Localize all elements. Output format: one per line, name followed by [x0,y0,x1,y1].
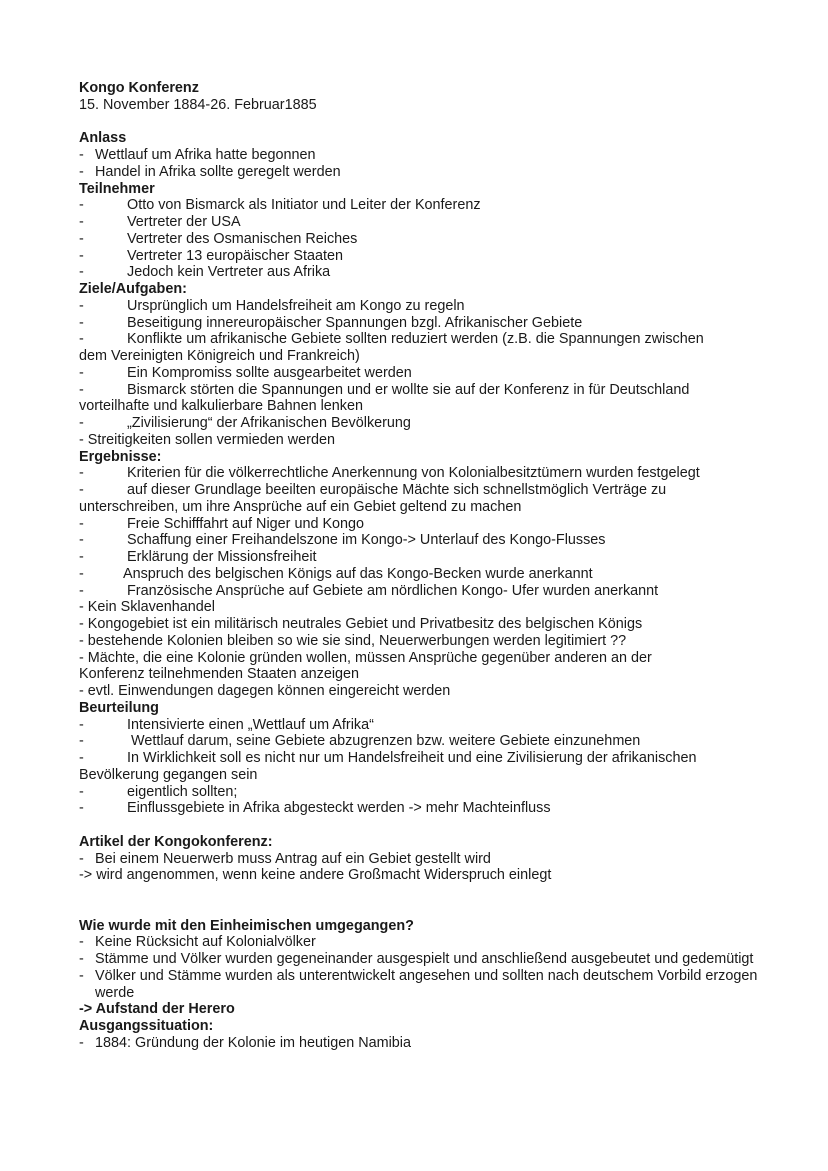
list-item: - Mächte, die eine Kolonie gründen wollen, müssen Ansprüche gegenüber anderen an der [79,649,652,666]
list-item: - Französische Ansprüche auf Gebiete am nördlichen Kongo- Ufer wurden anerkannt [79,582,659,599]
list-item: - Wettlauf darum, seine Gebiete abzugrenzen bzw. weitere Gebiete einzunehmen [79,733,641,750]
list-item: - evtl. Einwendungen dagegen können eingereicht werden [79,683,451,699]
list-item: - Freie Schifffahrt auf Niger und Kongo [79,515,365,532]
list-item: - Vertreter der USA [79,214,241,230]
section-heading-teilnehmer: Teilnehmer [79,180,155,197]
list-item: - In Wirklichkeit soll es nicht nur um Handelsfreiheit und eine Zivilisierung der afrikanischen [79,750,697,766]
list-item: - Kriterien für die völkerrechtliche Anerkennung von Kolonialbesitztümern wurden festgelegt [79,465,700,482]
list-item: - Handel in Afrika sollte geregelt werden [79,163,341,180]
list-item: - Streitigkeiten sollen vermieden werden [79,431,335,448]
section-heading-einheimische: Wie wurde mit den Einheimischen umgegangen? [79,917,414,934]
section-heading-anlass: Anlass [79,130,127,147]
list-item-continuation: dem Vereinigten Königreich und Frankreich) [79,348,360,364]
list-item: - bestehende Kolonien bleiben so wie sie sind, Neuerwerbungen werden legitimiert ?? [79,632,627,649]
list-item: - Anspruch des belgischen Königs auf das Kongo-Becken wurde anerkannt [79,565,593,582]
list-item: - Jedoch kein Vertreter aus Afrika [79,264,331,281]
section-heading-ergebnisse: Ergebnisse: [79,448,162,465]
list-item: - Otto von Bismarck als Initiator und Leiter der Konferenz [79,197,481,214]
list-item: - Wettlauf um Afrika hatte begonnen [79,147,316,163]
list-item: - Stämme und Völker wurden gegeneinander ausgespielt und anschließend ausgebeutet und gedemütigt [79,951,754,967]
doc-dates: 15. November 1884-26. Februar1885 [79,96,317,113]
list-item-continuation: unterschreiben, um ihre Ansprüche auf ein Gebiet geltend zu machen [79,498,522,515]
list-item: - Vertreter 13 europäischer Staaten [79,247,343,264]
list-item: - Keine Rücksicht auf Kolonialvölker [79,934,316,951]
document-page [79,80,759,1052]
list-item-continuation: Konferenz teilnehmenden Staaten anzeigen [79,666,360,683]
list-item: - Erklärung der Missionsfreiheit [79,549,317,565]
section-heading-beurteilung: Beurteilung [79,699,159,716]
list-item: - Vertreter des Osmanischen Reiches [79,230,358,247]
list-item: - auf dieser Grundlage beeilten europäische Mächte sich schnellstmöglich Verträge zu [79,482,667,498]
list-item: - Kongogebiet ist ein militärisch neutrales Gebiet und Privatbesitz des belgischen Königs [79,616,643,632]
list-item: - 1884: Gründung der Kolonie im heutigen Namibia [79,1034,411,1051]
list-item: - Intensivierte einen „Wettlauf um Afrika“ [79,716,374,733]
list-item: - Bei einem Neuerwerb muss Antrag auf ein Gebiet gestellt wird [79,850,491,867]
list-item-continuation: vorteilhafte und kalkulierbare Bahnen lenken [79,398,364,415]
list-item: - Schaffung einer Freihandelszone im Kongo-> Unterlauf des Kongo-Flusses [79,532,606,549]
section-heading-herero: -> Aufstand der Herero [79,1001,235,1018]
list-item: -> wird angenommen, wenn keine andere Großmacht Widerspruch einlegt [79,867,552,884]
list-item: - Konflikte um afrikanische Gebiete sollten reduziert werden (z.B. die Spannungen zwischen [79,331,704,348]
list-item-continuation: Bevölkerung gegangen sein [79,766,258,783]
doc-title: Kongo Konferenz [79,80,199,96]
list-item: - Bismarck störten die Spannungen und er wollte sie auf der Konferenz in für Deutschland [79,381,690,398]
list-item: - Völker und Stämme wurden als unterentwickelt angesehen und sollten nach deutschem Vorbild erzogen werde [79,967,758,1001]
section-heading-artikel: Artikel der Kongokonferenz: [79,833,273,850]
list-item: - Ein Kompromiss sollte ausgearbeitet werden [79,364,412,381]
list-item: - Kein Sklavenhandel [79,599,216,616]
section-heading-ziele: Ziele/Aufgaben: [79,281,187,297]
list-item: - „Zivilisierung“ der Afrikanischen Bevölkerung [79,415,411,431]
list-item: - Einflussgebiete in Afrika abgesteckt werden -> mehr Machteinfluss [79,800,551,817]
list-item: - eigentlich sollten; [79,783,238,800]
section-heading-ausgang: Ausgangssituation: [79,1018,214,1034]
list-item: - Ursprünglich um Handelsfreiheit am Kongo zu regeln [79,297,465,314]
list-item: - Beseitigung innereuropäischer Spannungen bzgl. Afrikanischer Gebiete [79,314,583,331]
